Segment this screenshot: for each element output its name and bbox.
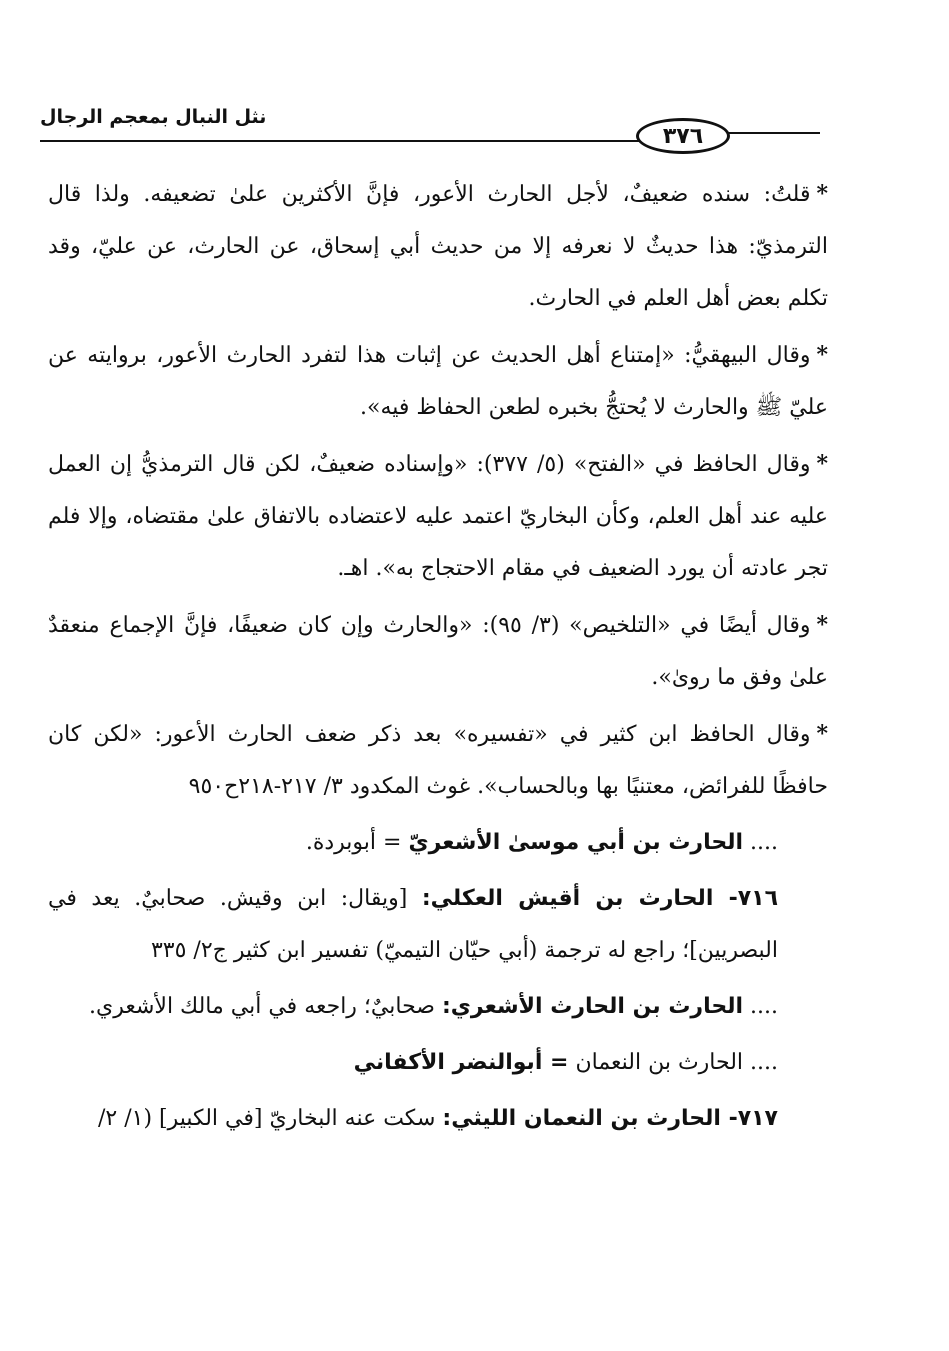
header-rule-right xyxy=(728,132,820,134)
entry-prefix: .... xyxy=(750,830,778,855)
entry xyxy=(48,1037,828,1089)
paragraph-star: * xyxy=(816,612,829,638)
entry xyxy=(48,981,828,1033)
paragraph xyxy=(48,599,828,704)
entry-text: = أبوبردة. xyxy=(305,830,402,855)
paragraph-star: * xyxy=(816,181,828,207)
entry-heading: ٧١٦- الحارث بن أقيش العكلي: xyxy=(421,886,779,911)
page-header xyxy=(0,0,949,160)
entry-heading: الحارث بن أبي موسىٰ الأشعريّ xyxy=(408,830,744,855)
paragraph-star: * xyxy=(816,451,829,477)
entry xyxy=(48,1093,828,1145)
page-body xyxy=(48,168,828,1149)
entry xyxy=(48,817,828,869)
page-number: ٣٧٦ xyxy=(636,118,730,154)
paragraph xyxy=(48,708,828,813)
paragraph xyxy=(48,438,828,595)
paragraph-text: وقال الحافظ في «الفتح» (٥/ ٣٧٧): «وإسناده ضعيفٌ، لكن قال الترمذيُّ إن العمل عليه عند أهل العلم، وكأن البخاريّ اعتمد عليه لاعتضاده بالاتفاق علىٰ مقتضاه، وإلا فلم تجر عادته أن يورد الضعيف في مقام الاحتجاج به». اهـ. xyxy=(48,452,828,581)
entry-heading: الحارث بن الحارث الأشعري: xyxy=(441,994,744,1019)
paragraph xyxy=(48,168,828,325)
header-rule xyxy=(40,140,640,142)
entry-heading: الحارث بن النعمان xyxy=(575,1050,744,1075)
paragraph-text: وقال أيضًا في «التلخيص» (٣/ ٩٥): «والحارث وإن كان ضعيفًا، فإنَّ الإجماع منعقدٌ علىٰ وفق ما روىٰ». xyxy=(48,613,828,690)
entry-text: صحابيٌ؛ راجعه في أبي مالك الأشعري. xyxy=(89,994,435,1019)
book-title: نثل النبال بمعجم الرجال xyxy=(40,106,267,128)
paragraph-star: * xyxy=(816,721,828,747)
entry-prefix: .... xyxy=(750,994,778,1019)
paragraph xyxy=(48,329,828,434)
entry-text: = أبوالنضر الأكفاني xyxy=(353,1050,569,1075)
paragraph-text: وقال البيهقيُّ: «إمتناع أهل الحديث عن إثبات هذا لتفرد الحارث الأعور، بروايته عن عليّ ﷺ والحارث لا يُحتجُّ بخبره لطعن الحفاظ فيه». xyxy=(48,343,828,420)
entry-text: [ويقال: ابن وقيش. صحابيٌ. يعد في البصريين]؛ راجع له ترجمة (أبي حيّان التيميّ) تفسير ابن كثير ج٢/ ٣٣٥ xyxy=(48,886,778,963)
entry-prefix: .... xyxy=(750,1050,778,1075)
paragraph-star: * xyxy=(816,342,828,368)
paragraph-text: وقال الحافظ ابن كثير في «تفسيره» بعد ذكر ضعف الحارث الأعور: «لكن كان حافظًا للفرائض، معتنيًا بها وبالحساب». غوث المكدود ٣/ ٢١٧-٢١٨ح٩٥٠ xyxy=(48,722,828,799)
entry-heading: ٧١٧- الحارث بن النعمان الليثي: xyxy=(442,1106,778,1131)
paragraph-text: قلتُ: سنده ضعيفٌ، لأجل الحارث الأعور، فإنَّ الأكثرين علىٰ تضعيفه. ولذا قال الترمذيّ: هذا حديثٌ لا نعرفه إلا من حديث أبي إسحاق، عن الحارث، عن عليّ، وقد تكلم بعض أهل العلم في الحارث. xyxy=(48,182,828,311)
entry xyxy=(48,873,828,977)
entry-text: سكت عنه البخاريّ [في الكبير] (١/ ٢/ xyxy=(98,1106,436,1131)
